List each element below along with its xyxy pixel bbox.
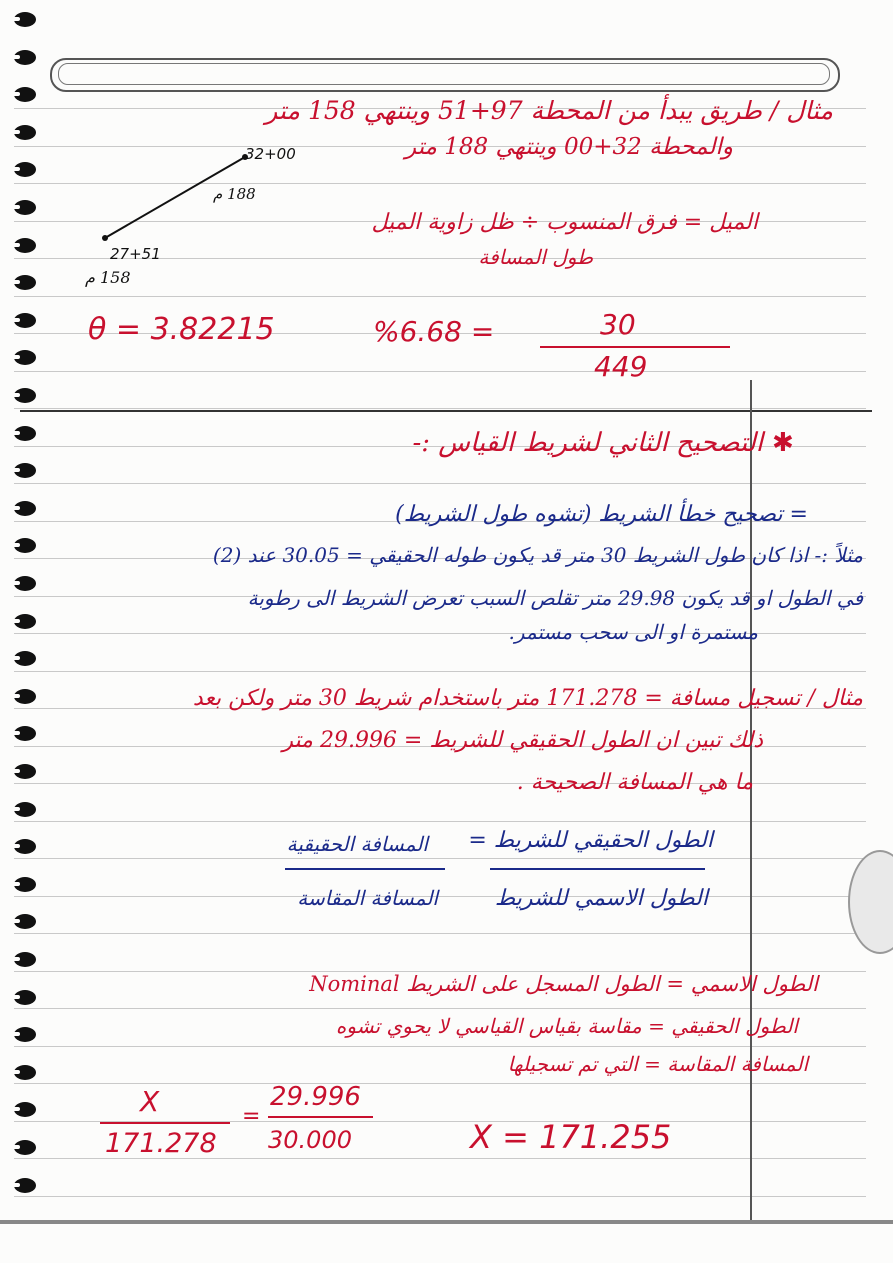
definition-nominal: الطول الاسمي = الطول المسجل على الشريط Nominal: [309, 972, 818, 996]
ruled-line: [14, 1046, 866, 1047]
ruled-line: [14, 896, 866, 897]
angle-result: θ = 3.82215: [88, 312, 275, 347]
example2-line2: ذلك تبين ان الطول الحقيقي للشريط = 29.996 متر: [282, 728, 763, 753]
fraction-numerator: 30: [600, 308, 636, 341]
ratio-right-bottom: الطول الاسمي للشريط: [494, 886, 708, 911]
spiral-ring-icon: [14, 1027, 36, 1042]
ruled-line: [14, 1083, 866, 1084]
star-bullet-icon: ✱: [772, 428, 794, 458]
spiral-ring-icon: [14, 914, 36, 929]
spiral-ring-icon: [14, 12, 36, 27]
calc-right-denominator: 30.000: [268, 1126, 352, 1154]
ratio-left-top: المسافة الحقيقية: [286, 832, 428, 856]
spiral-ring-icon: [14, 952, 36, 967]
ratio-left-bottom: المسافة المقاسة: [297, 886, 438, 910]
spiral-ring-icon: [14, 651, 36, 666]
section2-line4: مستمرة او الى سحب مستمر.: [508, 620, 758, 644]
spiral-ring-icon: [14, 576, 36, 591]
ruled-line: [14, 296, 866, 297]
spiral-ring-icon: [14, 162, 36, 177]
spiral-ring-icon: [14, 350, 36, 365]
spiral-ring-icon: [14, 990, 36, 1005]
section2-line1: = تصحيح خطأ الشريط (تشوه طول الشريط): [395, 502, 808, 527]
spiral-ring-icon: [14, 614, 36, 629]
fraction-bar: [540, 346, 730, 348]
spiral-ring-icon: [14, 200, 36, 215]
section2-line2: مثلاً :- اذا كان طول الشريط 30 متر قد يكون طوله الحقيقي = 30.05 عند (2): [212, 543, 863, 567]
spiral-ring-icon: [14, 1065, 36, 1080]
calc-left-denominator: 171.278: [105, 1128, 217, 1159]
spiral-ring-icon: [14, 1102, 36, 1117]
calc-x: X: [140, 1085, 160, 1118]
calc-numerator: 29.996: [270, 1082, 361, 1112]
percent-result: %6.68 =: [373, 315, 495, 348]
ruled-line: [14, 408, 866, 409]
spiral-ring-icon: [14, 538, 36, 553]
calc-left-bar: [100, 1122, 230, 1124]
ratio-right-bar: [490, 868, 705, 870]
example2-line1: مثال / تسجيل مسافة = 171.278 متر باستخدام شريط 30 متر ولكن بعد: [192, 686, 863, 711]
section2-line3: في الطول او قد يكون 29.98 متر تقلص السبب تعرض الشريط الى رطوبة: [247, 586, 863, 610]
page-bottom-edge: [0, 1220, 893, 1224]
diagram-end-dist: 188 م: [213, 185, 256, 203]
ruled-line: [14, 1196, 866, 1197]
example2-line3: ما هي المسافة الصحيحة .: [516, 770, 753, 795]
calc-result: X = 171.255: [470, 1118, 672, 1156]
ruled-line: [14, 671, 866, 672]
diagram-start-station: 27+51: [110, 245, 161, 263]
example1-line2: والمحطة 32+00 وينتهي 188 متر: [405, 134, 733, 160]
ruled-line: [14, 821, 866, 822]
spiral-ring-icon: [14, 726, 36, 741]
section-divider: [20, 410, 872, 412]
spiral-ring-icon: [14, 125, 36, 140]
spiral-ring-icon: [14, 501, 36, 516]
spiral-ring-icon: [14, 275, 36, 290]
ruled-line: [14, 371, 866, 372]
ratio-right-top: الطول الحقيقي للشريط =: [468, 828, 713, 853]
spiral-ring-icon: [14, 238, 36, 253]
definition-measured: المسافة المقاسة = التي تم تسجيلها: [507, 1052, 808, 1076]
slope-label: الميل = فرق المنسوب ÷ ظل زاوية الميل: [371, 210, 758, 235]
slope-sub: طول المسافة: [478, 245, 593, 269]
ruled-line: [14, 483, 866, 484]
ruled-line: [14, 1008, 866, 1009]
ruled-line: [14, 933, 866, 934]
spiral-ring-icon: [14, 87, 36, 102]
calc-equals: =: [242, 1104, 261, 1129]
spiral-ring-icon: [14, 463, 36, 478]
diagram-end-station: 32+00: [245, 145, 296, 163]
header-banner-inner: [58, 63, 830, 85]
ratio-left-bar: [285, 868, 445, 870]
spiral-ring-icon: [14, 388, 36, 403]
section2-title: التصحيح الثاني لشريط القياس :-: [412, 428, 763, 458]
spiral-ring-icon: [14, 877, 36, 892]
calc-right-bar: [268, 1116, 373, 1118]
spiral-ring-icon: [14, 1178, 36, 1193]
spiral-ring-icon: [14, 1140, 36, 1155]
spiral-ring-icon: [14, 313, 36, 328]
definition-true-length: الطول الحقيقي = مقاسة بقياس القياسي لا يحوي تشوه: [335, 1014, 798, 1038]
spiral-ring-icon: [14, 50, 36, 65]
ruled-line: [14, 858, 866, 859]
spiral-ring-icon: [14, 802, 36, 817]
example1-line1: مثال / طريق يبدأ من المحطة 97+51 وينتهي 158 متر: [265, 96, 833, 125]
spiral-ring-icon: [14, 839, 36, 854]
spiral-ring-icon: [14, 689, 36, 704]
diagram-start-dist: 158 م: [85, 268, 131, 287]
fraction-denominator: 449: [594, 350, 648, 383]
spiral-ring-icon: [14, 426, 36, 441]
spiral-ring-icon: [14, 764, 36, 779]
